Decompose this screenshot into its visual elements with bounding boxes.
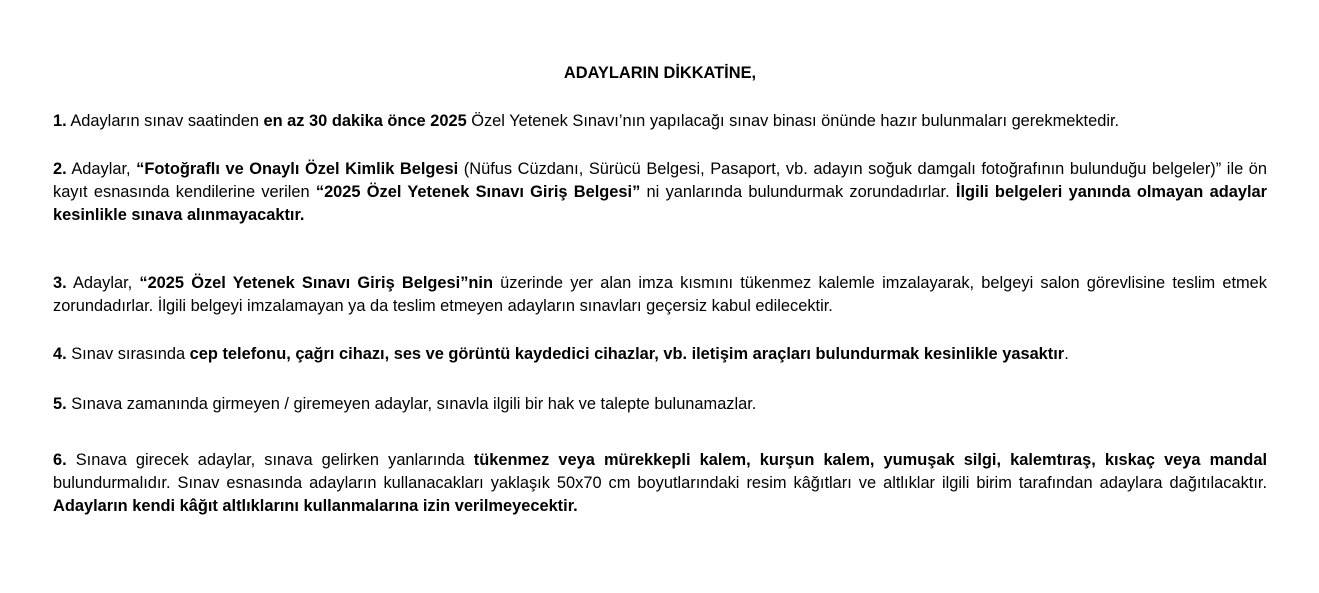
rule-2 [53,158,1267,227]
rule-4 [53,343,1267,366]
rule-emphasis: “2025 Özel Yetenek Sınavı Giriş Belgesi” [315,183,641,201]
rule-text: Sınava girecek adaylar, sınava gelirken yanlarında [66,451,474,469]
rule-emphasis: İlgili belgeleri yanında olmayan adaylar kesinlikle sınava alınmayacaktır. [53,183,1267,224]
rule-text: ni yanlarında bulundurmak zorundadırlar. [640,183,956,201]
rule-number: 4. [53,345,67,363]
rule-text: Adaylar, [66,274,140,292]
rule-number: 1. [53,112,67,130]
rule-number: 3. [53,274,67,292]
document-body [53,62,1268,515]
rule-text: Adayların sınav saatinden [66,112,264,130]
rule-text: Sınav sırasında [66,345,190,363]
rule-emphasis: Adayların kendi kâğıt altlıklarını kullanmalarına izin verilmeyecektir. [53,497,578,515]
rule-text: Adaylar, [66,160,137,178]
rule-number: 6. [53,451,67,469]
rule-text: Sınava zamanında girmeyen / giremeyen adaylar, sınavla ilgili bir hak ve talepte bulunamazlar. [66,395,757,413]
rule-5 [53,393,1267,416]
rule-emphasis: en az 30 dakika önce 2025 [263,112,467,130]
rule-6 [53,449,1267,518]
rule-emphasis: “Fotoğraflı ve Onaylı Özel Kimlik Belgesi [136,160,459,178]
rule-1 [53,110,1267,133]
rule-text: . [1064,345,1069,363]
rule-number: 2. [53,160,67,178]
rule-3 [53,272,1267,318]
rule-text: Özel Yetenek Sınavı’nın yapılacağı sınav binası önünde hazır bulunmaları gerekmektedir. [466,112,1120,130]
rule-text: (Nüfus Cüzdanı, Sürücü Belgesi, Pasaport, vb. adayın soğuk damgalı fotoğrafının bulunduğu belgeler)” ile ön kayıt esnasında kendilerine verilen [53,160,1268,201]
rule-emphasis: tükenmez veya mürekkepli kalem, kurşun kalem, yumuşak silgi, kalemtıraş, kıskaç veya mandal [473,451,1267,469]
rule-emphasis: “2025 Özel Yetenek Sınavı Giriş Belgesi”nin [139,274,493,292]
rule-text: bulundurmalıdır. Sınav esnasında adayların kullanacakları yaklaşık 50x70 cm boyutlarındaki resim kâğıtları ve altlıklar ilgili birim tarafından adaylara dağıtılacaktır. [53,474,1267,492]
rule-text: üzerinde yer alan imza kısmını tükenmez kalemle imzalayarak, belgeyi salon görevlisine teslim etmek zorundadırlar. İlgili belgeyi imzalamayan ya da teslim etmeyen adayların sınavları geçersiz kabul edilecektir. [53,274,1267,315]
rule-number: 5. [53,395,67,413]
rule-emphasis: cep telefonu, çağrı cihazı, ses ve görüntü kaydedici cihazlar, vb. iletişim araçları bulundurmak kesinlikle yasaktır [189,345,1065,363]
notice-heading: ADAYLARIN DİKKATİNE, [563,64,757,82]
